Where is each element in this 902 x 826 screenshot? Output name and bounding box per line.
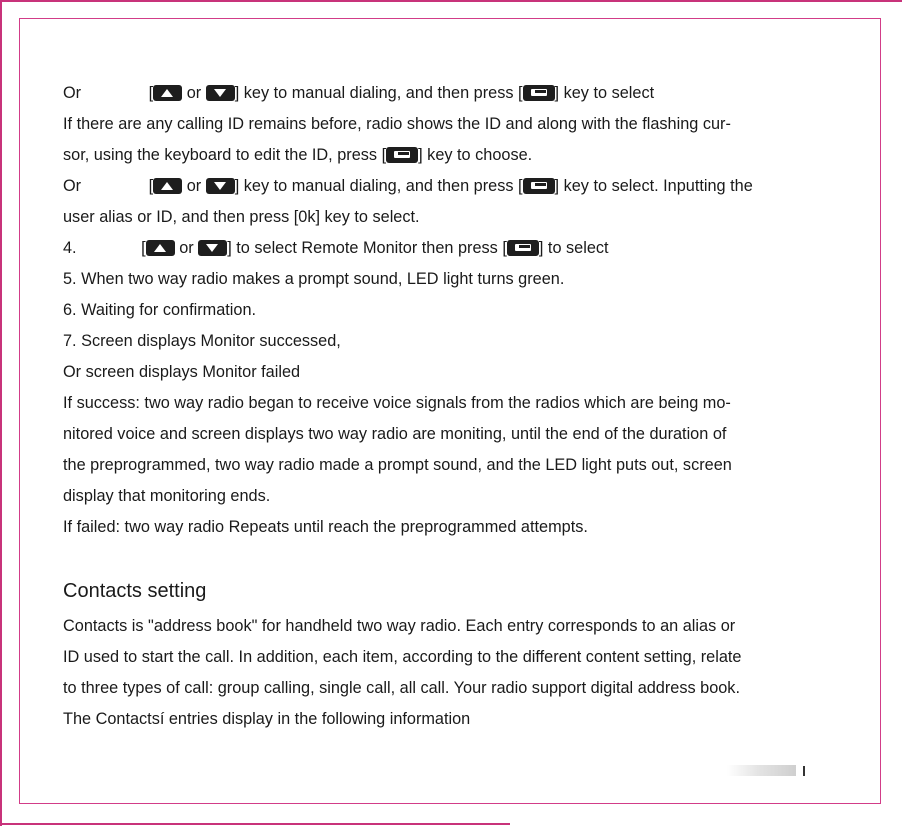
menu-key-icon <box>523 85 555 101</box>
instruction-line-3: sor, using the keyboard to edit the ID, press [ ] key to choose. <box>63 146 533 164</box>
document-body <box>63 78 843 735</box>
instruction-line-12: nitored voice and screen displays two way radio are moniting, until the end of the duration of <box>63 425 727 443</box>
instruction-line-14: display that monitoring ends. <box>63 487 271 505</box>
or-label: Or <box>63 84 82 102</box>
instruction-line-7: 5. When two way radio makes a prompt sound, LED light turns green. <box>63 270 565 288</box>
paragraph-line-2: ID used to start the call. In addition, each item, according to the different content setting, relate <box>63 648 742 666</box>
instruction-line-4: Or [ or ] key to manual dialing, and then press [ ] key to select. Inputting the <box>63 177 753 195</box>
section-heading: Contacts setting <box>63 580 207 602</box>
up-arrow-key-icon <box>153 178 182 194</box>
instruction-line-1: Or [ or ] key to manual dialing, and then press [ ] key to select <box>63 84 655 102</box>
menu-key-icon <box>386 147 418 163</box>
up-arrow-key-icon <box>146 240 175 256</box>
trim-line-top <box>0 0 902 2</box>
or-label: Or <box>63 177 82 195</box>
instruction-line-10: Or screen displays Monitor failed <box>63 363 301 381</box>
instruction-line-8: 6. Waiting for confirmation. <box>63 301 257 319</box>
instruction-line-5: user alias or ID, and then press [0k] key to select. <box>63 208 420 226</box>
paragraph-line-1: Contacts is "address book" for handheld two way radio. Each entry corresponds to an alias or <box>63 617 736 635</box>
instruction-line-15: If failed: two way radio Repeats until reach the preprogrammed attempts. <box>63 518 588 536</box>
step-number: 4. <box>63 239 77 257</box>
instruction-line-9: 7. Screen displays Monitor successed, <box>63 332 341 350</box>
instruction-line-11: If success: two way radio began to receive voice signals from the radios which are being mo- <box>63 394 731 412</box>
down-arrow-key-icon <box>206 85 235 101</box>
instruction-line-2: If there are any calling ID remains before, radio shows the ID and along with the flashing cur- <box>63 115 731 133</box>
paragraph-line-3: to three types of call: group calling, single call, all call. Your radio support digital address book. <box>63 679 740 697</box>
down-arrow-key-icon <box>206 178 235 194</box>
instruction-line-13: the preprogrammed, two way radio made a prompt sound, and the LED light puts out, screen <box>63 456 732 474</box>
footer-gradient-bar <box>727 765 796 776</box>
menu-key-icon <box>507 240 539 256</box>
instruction-line-6: 4. [ or ] to select Remote Monitor then press [ ] to select <box>63 239 609 257</box>
menu-key-icon <box>523 178 555 194</box>
trim-line-left <box>0 0 2 826</box>
trim-line-bottom <box>0 823 510 825</box>
down-arrow-key-icon <box>198 240 227 256</box>
up-arrow-key-icon <box>153 85 182 101</box>
page-number-mark <box>803 766 805 776</box>
paragraph-line-4: The Contactsí entries display in the following information <box>63 710 471 728</box>
